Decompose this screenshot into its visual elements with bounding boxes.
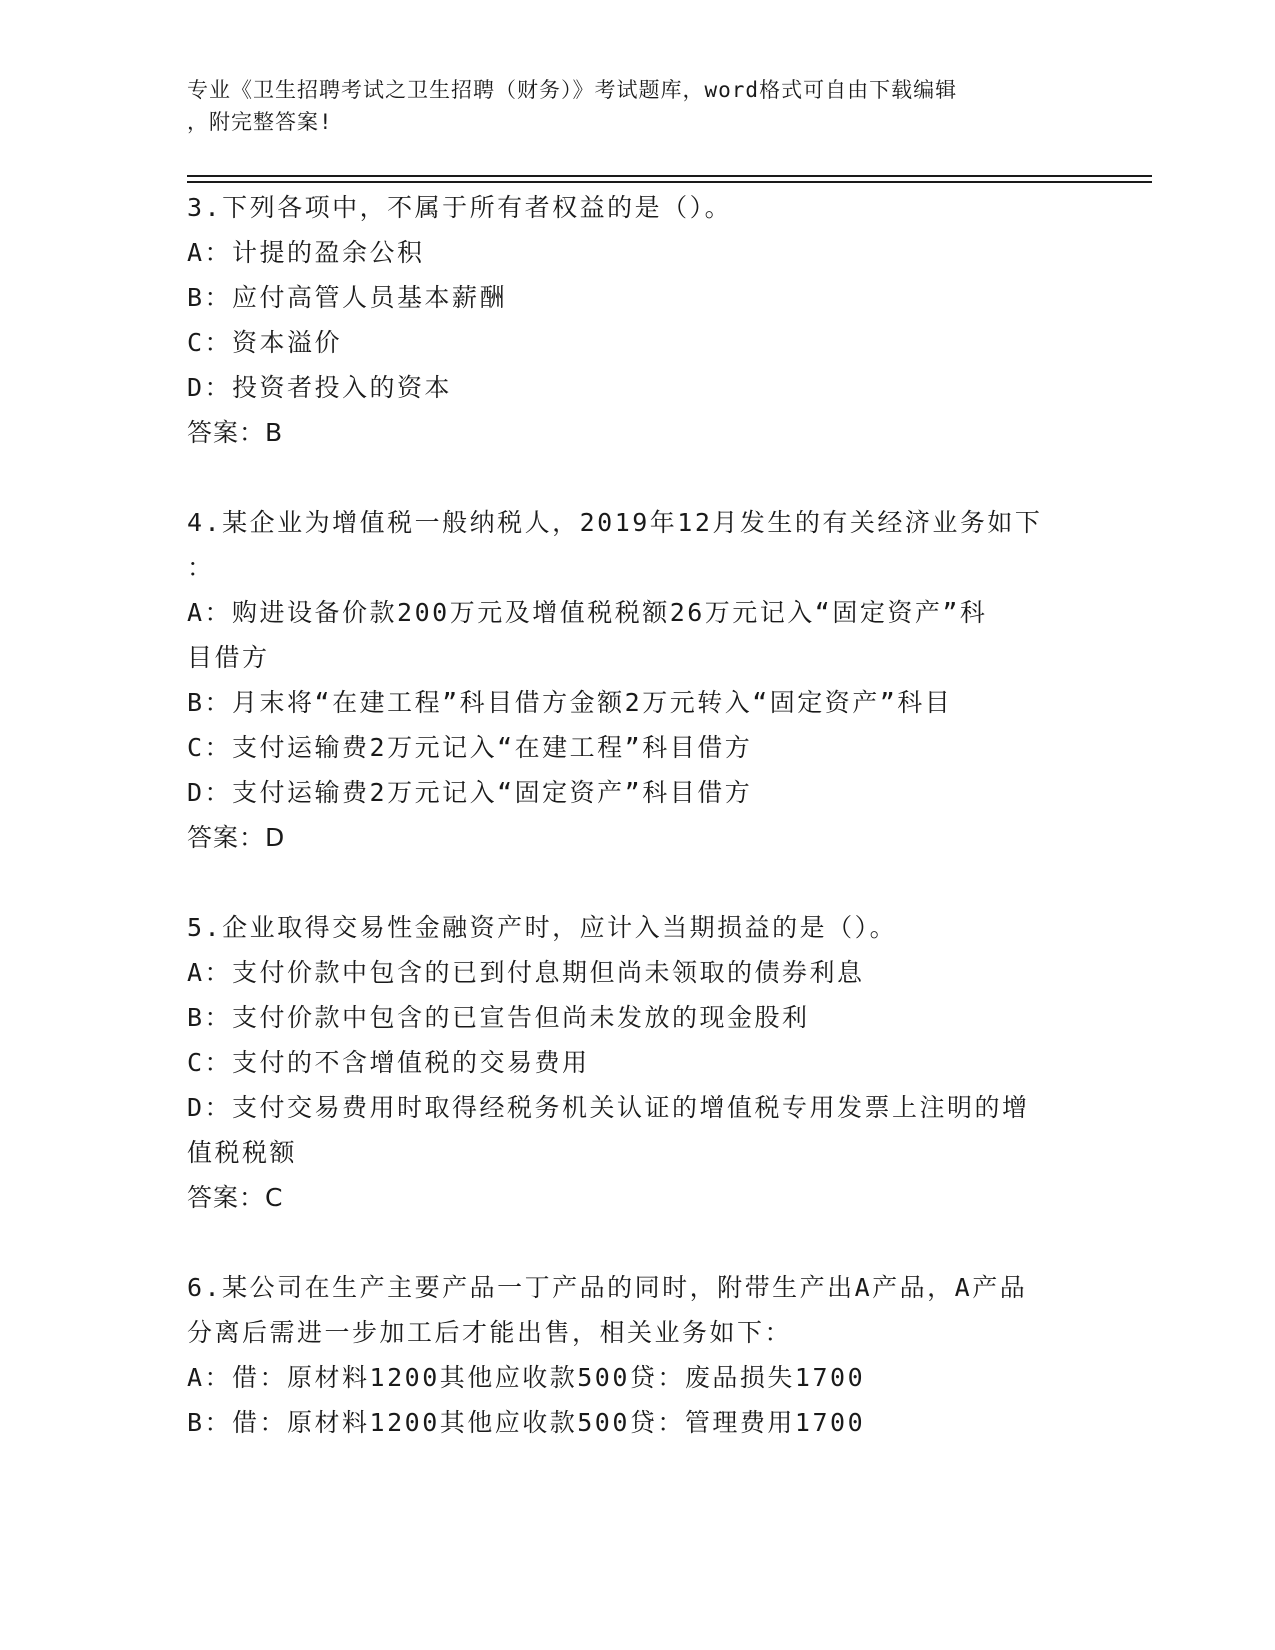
answer: 答案：C — [187, 1183, 284, 1212]
question-6 — [187, 1265, 1077, 1445]
option-d: D：投资者投入的资本 — [187, 373, 453, 402]
option-a: A：借：原材料1200其他应收款500贷：废品损失1700 — [187, 1363, 866, 1392]
question-4 — [187, 500, 1077, 860]
option-b: B：支付价款中包含的已宣告但尚未发放的现金股利 — [187, 1003, 810, 1032]
question-text: 6.某公司在生产主要产品一丁产品的同时，附带生产出A产品，A产品 — [187, 1273, 1028, 1302]
option-a-continued: 目借方 — [187, 643, 270, 672]
question-text: 5.企业取得交易性金融资产时，应计入当期损益的是（）。 — [187, 913, 898, 942]
option-a: A：计提的盈余公积 — [187, 238, 425, 267]
option-a: A：支付价款中包含的已到付息期但尚未领取的债券利息 — [187, 958, 865, 987]
option-a: A：购进设备价款200万元及增值税税额26万元记入“固定资产”科 — [187, 598, 988, 627]
option-b: B：借：原材料1200其他应收款500贷：管理费用1700 — [187, 1408, 866, 1437]
question-3 — [187, 185, 1077, 455]
option-b: B：应付高管人员基本薪酬 — [187, 283, 508, 312]
answer: 答案：B — [187, 418, 284, 447]
question-text: 3.下列各项中，不属于所有者权益的是（）。 — [187, 193, 733, 222]
question-text: 4.某企业为增值税一般纳税人，2019年12月发生的有关经济业务如下 — [187, 508, 1043, 537]
option-b: B：月末将“在建工程”科目借方金额2万元转入“固定资产”科目 — [187, 688, 953, 717]
question-text-continued: ： — [187, 553, 215, 582]
question-5 — [187, 905, 1077, 1220]
option-c: C：支付运输费2万元记入“在建工程”科目借方 — [187, 733, 753, 762]
option-c: C：支付的不含增值税的交易费用 — [187, 1048, 590, 1077]
answer: 答案：D — [187, 823, 286, 852]
document-header — [187, 74, 1067, 138]
option-c: C：资本溢价 — [187, 328, 343, 357]
question-text-continued: 分离后需进一步加工后才能出售，相关业务如下： — [187, 1318, 793, 1347]
header-line-1: 专业《卫生招聘考试之卫生招聘（财务）》考试题库，word格式可自由下载编辑 — [187, 78, 958, 102]
header-divider-bottom — [187, 181, 1152, 183]
option-d: D：支付交易费用时取得经税务机关认证的增值税专用发票上注明的增 — [187, 1093, 1030, 1122]
option-d: D：支付运输费2万元记入“固定资产”科目借方 — [187, 778, 753, 807]
header-line-2: ，附完整答案! — [187, 110, 333, 134]
option-d-continued: 值税税额 — [187, 1138, 298, 1167]
header-divider-top — [187, 175, 1152, 177]
question-list — [187, 185, 1077, 1490]
